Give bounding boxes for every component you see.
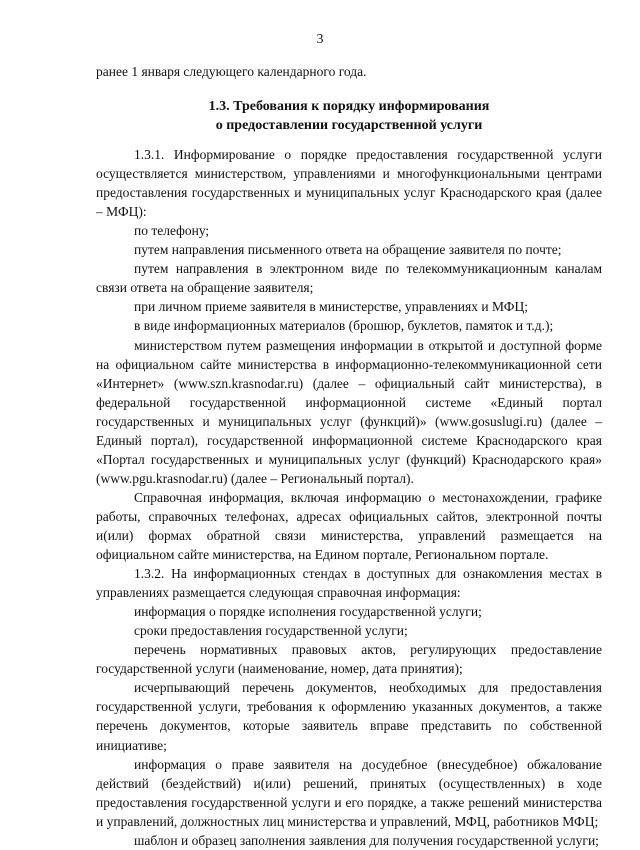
paragraph-1-3-2: 1.3.2. На информационных стендах в доступных для ознакомления местах в управлениях размещается следующая справочная информация: — [96, 566, 602, 601]
list-item-template: шаблон и образец заполнения заявления для получения государственной услуги; — [134, 832, 599, 848]
list-item-procedure: информация о порядке исполнения государственной услуги; — [134, 604, 482, 620]
list-item-phone: по телефону; — [134, 223, 210, 239]
list-item-deadlines: сроки предоставления государственной услуги; — [134, 623, 408, 639]
document-body — [96, 62, 602, 850]
paragraph-reference-info: Справочная информация, включая информацию о местонахождении, графике работы, справочных телефонах, адресах официальных сайтов, электронной почты и(или) формах обратной связи министерства, управлений размещается на официальном сайте министерства, на Едином портале, Региональном портале. — [96, 489, 602, 563]
list-item-electronic: путем направления в электронном виде по телекоммуникационным каналам связи ответа на обращение заявителя; — [96, 261, 602, 296]
paragraph-1-3-1: 1.3.1. Информирование о порядке предоставления государственной услуги осуществляется министерством, управлениями и многофункциональными центрами предоставления государственных и муниципальных услуг Краснодарского края (далее – МФЦ): — [96, 147, 602, 220]
list-item-mail: путем направления письменного ответа на обращение заявителя по почте; — [134, 242, 562, 258]
list-item-website: министерством путем размещения информации в открытой и доступной форме на официальном сайте министерства в информационно-телекоммуникационной сети «Интернет» (www.szn.krasnodar.ru) (далее – официальный сайт министерства), в федеральной государственной информационной системе «Единый портал государственных и муниципальных услуг (функций)» (www.gosuslugi.ru) (далее – Единый портал), государственной информационной системе Краснодарского края «Портал государственных и муниципальных услуг (функций) Краснодарского края» (www.pgu.krasnodar.ru) (далее – Региональный портал). — [96, 337, 602, 486]
intro-line: ранее 1 января следующего календарного года. — [96, 64, 367, 79]
page-number: 3 — [316, 32, 324, 47]
list-item-appeal-rights: информация о праве заявителя на досудебное (внесудебное) обжалование действий (бездействий) и(или) решений, принятых (осуществленных) в ходе предоставления государственной услуги и его порядке, а также решений министерства и управлений, должностных лиц министерства и управлений, МФЦ, работников МФЦ; — [96, 756, 602, 829]
section-heading-line-2: о предоставлении государственной услуги — [215, 118, 483, 134]
section-heading-line-1: 1.3. Требования к порядку информирования — [208, 99, 490, 115]
list-item-legal-acts: перечень нормативных правовых актов, регулирующих предоставление государственной услуги (наименование, номер, дата принятия); — [96, 642, 602, 677]
list-item-documents: исчерпывающий перечень документов, необходимых для предоставления государственной услуги, требования к оформлению указанных документов, а также перечень документов, которые заявитель вправе представить по собственной инициативе; — [96, 680, 602, 753]
list-item-personal: при личном приеме заявителя в министерстве, управлениях и МФЦ; — [134, 299, 528, 315]
list-item-materials: в виде информационных материалов (брошюр, буклетов, памяток и т.д.); — [134, 318, 554, 334]
section-heading — [96, 97, 602, 135]
